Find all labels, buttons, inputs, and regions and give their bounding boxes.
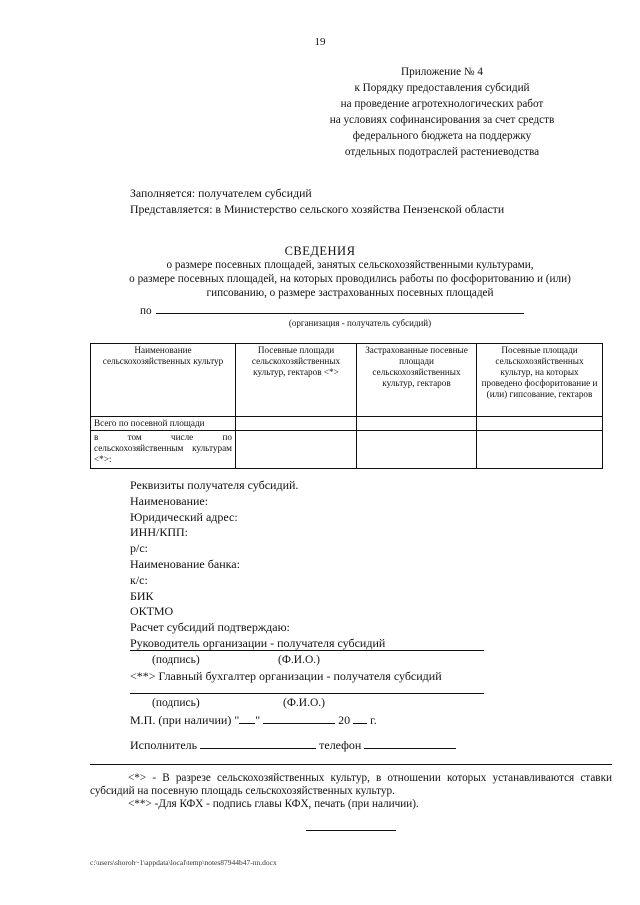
annex-line: на проведение агротехнологических работ [340,98,544,110]
requisite-account: р/с: [130,541,148,556]
end-rule [306,830,396,831]
filled-by: Заполняется: получателем субсидий [130,186,312,200]
table-cell[interactable] [236,431,357,469]
executor-line [130,738,456,753]
crop-area-table [90,343,603,469]
head-signature-line[interactable] [130,650,484,651]
table-row [91,417,603,431]
accountant-signature-line[interactable] [130,693,484,694]
header-sown-area: Посевные площади сельскохозяйственных культур, гектаров <*> [236,344,357,417]
requisites-block [130,478,385,652]
subtitle-line: о размере посевных площадей, на которых проводились работы по фосфоритованию и (или) [129,273,571,285]
requisite-bank: Наименование банка: [130,556,240,571]
table-cell[interactable] [357,417,477,431]
phone-label: телефон [319,738,362,752]
requisite-address: Юридический адрес: [130,509,238,524]
annex-line: Приложение № 4 [401,66,483,78]
annex-line: на условиях софинансирования за счет средств [329,114,555,126]
organization-line [140,302,524,317]
row-including-label: в том числе по сельскохозяйственным культурам <*>: [91,431,236,469]
year-field[interactable] [353,713,367,724]
requisite-oktmo: ОКТМО [130,604,174,619]
annex-line: федерального бюджета на поддержку [352,130,532,142]
requisite-name: Наименование: [130,493,209,508]
signature-caption: (подпись) [152,697,200,709]
annex-line: отдельных подотраслей растениеводства [344,146,540,158]
subtitle-line: гипсованию, о размере застрахованных посевных площадей [206,287,494,299]
annex-header [292,64,592,160]
stamp-line: М.П. (при наличии) " " 20 г. [130,713,377,727]
name-caption: (Ф.И.О.) [283,697,325,709]
footnotes [90,772,612,811]
table-cell[interactable] [477,431,603,469]
table-header-row [91,344,603,417]
table-cell[interactable] [357,431,477,469]
day-field[interactable] [239,713,255,724]
page-number: 19 [314,36,326,48]
footnote-divider [90,764,612,765]
executor-label: Исполнитель [130,738,198,752]
table-cell[interactable] [236,417,357,431]
header-crop-name: Наименование сельскохозяйственных культур [91,344,236,417]
signature-caption: (подпись) [152,654,200,666]
row-total-label: Всего по посевной площади [91,417,236,431]
annex-line: к Порядку предоставления субсидий [354,82,530,94]
requisite-inn: ИНН/КПП: [130,525,189,540]
organization-field[interactable] [156,302,524,314]
document-title: СВЕДЕНИЯ [284,244,356,258]
document-subtitle [80,258,620,300]
accountant-label: <**> Главный бухгалтер организации - получателя субсидий [130,669,442,683]
requisites-heading: Реквизиты получателя субсидий. [130,478,299,492]
subtitle-line: о размере посевных площадей, занятых сельскохозяйственными культурами, [166,259,534,271]
file-path: c:\users\shoroh~1\appdata\local\temp\notes87944b47-nn.docx [90,858,277,867]
header-insured-area: Застрахованные посевные площади сельскохозяйственных культур, гектаров [357,344,477,417]
footnote-1: <*> - В разрезе сельскохозяйственных культур, в отношении которых устанавливаются ставки субсидий на посевную площадь сельскохозяйственных культур. [90,772,612,797]
footnote-2: <**> -Для КФХ - подпись главы КФХ, печать (при наличии). [128,798,419,810]
phone-field[interactable] [364,738,456,749]
requisite-corr-account: к/с: [130,572,148,587]
header-phosphoritized-area: Посевные площади сельскохозяйственных культур, на которых проведено фосфоритование и (или) гипсование, гектаров [477,344,603,417]
submitted-to: Представляется: в Министерство сельского хозяйства Пензенской области [130,202,505,216]
month-field[interactable] [263,713,335,724]
requisite-bik: БИК [130,588,154,603]
requisite-head: Руководитель организации - получателя субсидий [130,635,386,650]
executor-field[interactable] [200,738,316,749]
name-caption: (Ф.И.О.) [278,654,320,666]
table-cell[interactable] [477,417,603,431]
organization-caption: (организация - получатель субсидий) [288,318,432,328]
table-row [91,431,603,469]
requisite-confirm: Расчет субсидий подтверждаю: [130,620,290,635]
org-prefix: по [140,305,152,317]
